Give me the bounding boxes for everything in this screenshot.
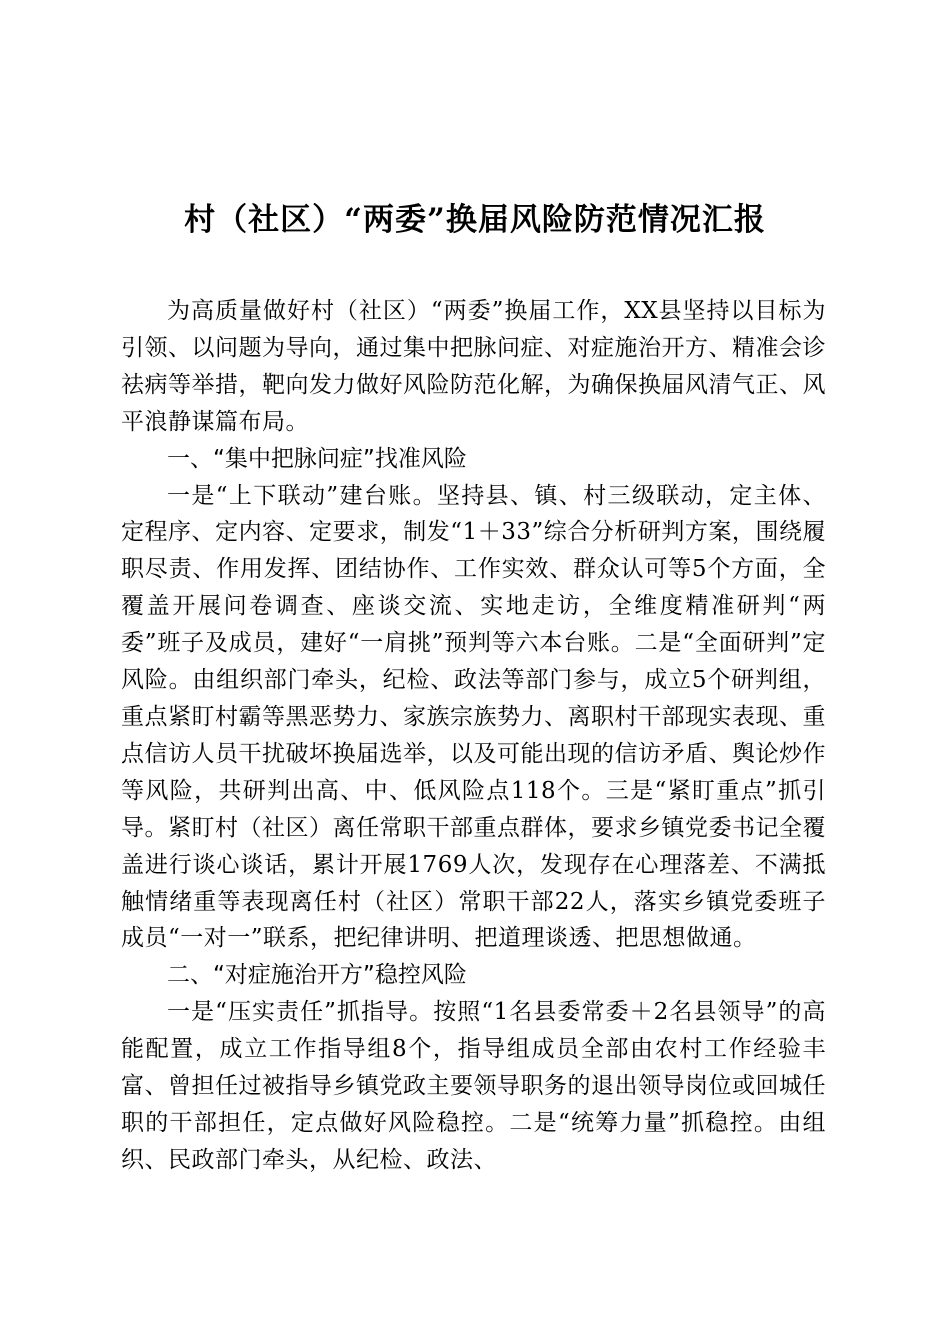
document-body <box>121 293 826 1179</box>
intro-paragraph: 为高质量做好村（社区）“两委”换届工作，XX县坚持以目标为引领、以问题为导向，通过集中把脉问症、对症施治开方、精准会诊祛病等举措，靶向发力做好风险防范化解，为确保换届风清气正、风平浪静谋篇布局。 <box>121 298 826 435</box>
section-body-2: 一是“压实责任”抓指导。按照“1名县委常委＋2名县领导”的高能配置，成立工作指导组8个，指导组成员全部由农村工作经验丰富、曾担任过被指导乡镇党政主要领导职务的退出领导岗位或回城任职的干部担任，定点做好风险稳控。二是“统筹力量”抓稳控。由组织、民政部门牵头，从纪检、政法、 <box>121 999 826 1173</box>
document-title: 村（社区）“两委”换届风险防范情况汇报 <box>184 202 766 238</box>
section-heading-2: 二、“对症施治开方”稳控风险 <box>167 962 467 989</box>
section-heading-1: 一、“集中把脉问症”找准风险 <box>167 445 467 472</box>
section-body-1: 一是“上下联动”建台账。坚持县、镇、村三级联动，定主体、定程序、定内容、定要求，制发“1＋33”综合分析研判方案，围绕履职尽责、作用发挥、团结协作、工作实效、群众认可等5个方面，全覆盖开展问卷调查、座谈交流、实地走访，全维度精准研判“两委”班子及成员，建好“一肩挑”预判等六本台账。二是“全面研判”定风险。由组织部门牵头，纪检、政法等部门参与，成立5个研判组，重点紧盯村霸等黑恶势力、家族宗族势力、离职村干部现实表现、重点信访人员干扰破坏换届选举，以及可能出现的信访矛盾、舆论炒作等风险，共研判出高、中、低风险点118个。三是“紧盯重点”抓引导。紧盯村（社区）离任常职干部重点群体，要求乡镇党委书记全覆盖进行谈心谈话，累计开展1769人次，发现存在心理落差、不满抵触情绪重等表现离任村（社区）常职干部22人，落实乡镇党委班子成员“一对一”联系，把纪律讲明、把道理谈透、把思想做通。 <box>121 482 826 952</box>
